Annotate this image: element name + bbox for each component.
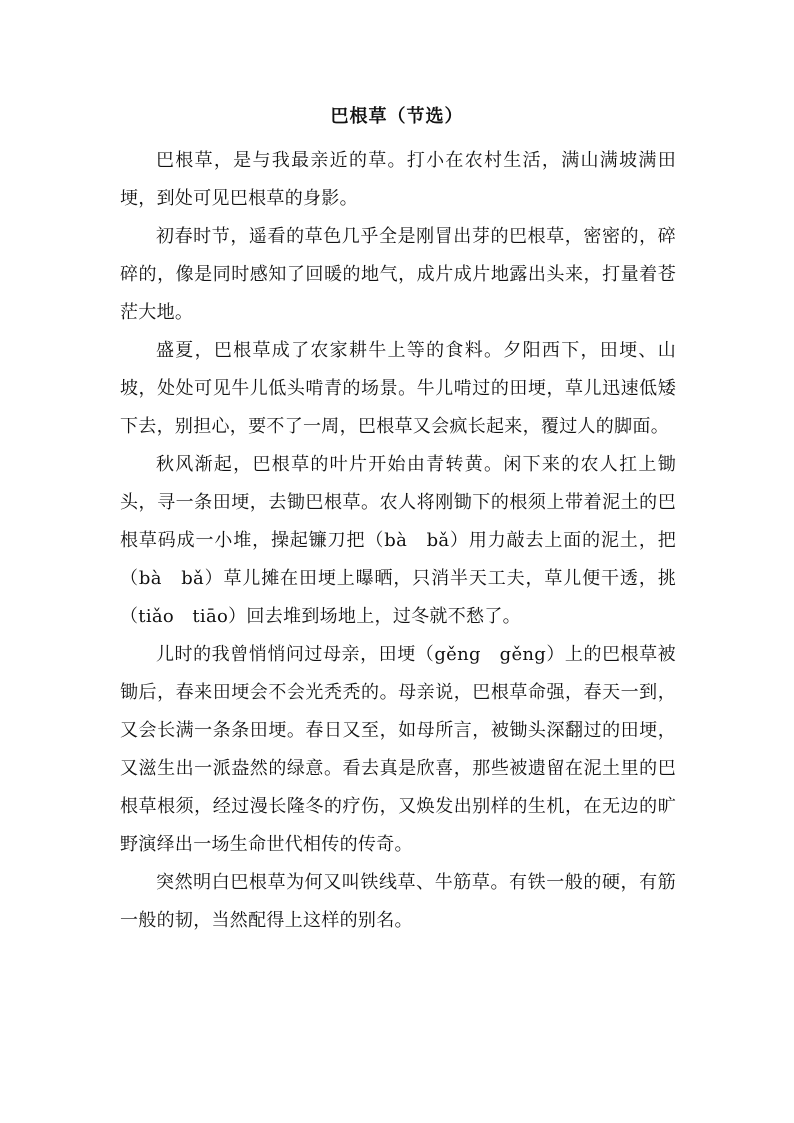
paragraph-4: 秋风渐起，巴根草的叶片开始由青转黄。闲下来的农人扛上锄头，寻一条田埂，去锄巴根草。农人将刚锄下的根须上带着泥土的巴根草码成一小堆，操起镰刀把（bà bǎ）用力敲去上面的泥土，把（bà bǎ）草儿摊在田埂上曝晒，只消半天工夫，草儿便干透，挑（tiǎo tiāo）回去堆到场地上，过冬就不愁了。 — [120, 454, 676, 627]
document-title: 巴根草（节选） — [330, 106, 464, 127]
paragraph-6: 突然明白巴根草为何又叫铁线草、牛筋草。有铁一般的硬，有筋一般的韧，当然配得上这样的别名。 — [120, 872, 676, 931]
paragraph-3: 盛夏，巴根草成了农家耕牛上等的食料。夕阳西下，田埂、山坡，处处可见牛儿低头啃青的场景。牛儿啃过的田埂，草儿迅速低矮下去，别担心，要不了一周，巴根草又会疯长起来，覆过人的脚面。 — [120, 340, 676, 437]
paragraph-2: 初春时节，遥看的草色几乎全是刚冒出芽的巴根草，密密的，碎碎的，像是同时感知了回暖的地气，成片成片地露出头来，打量着苍茫大地。 — [120, 226, 676, 323]
paragraph-1: 巴根草，是与我最亲近的草。打小在农村生活，满山满坡满田埂，到处可见巴根草的身影。 — [120, 150, 676, 209]
document-body — [120, 142, 676, 940]
paragraph-5: 儿时的我曾悄悄问过母亲，田埂（gěng gěng）上的巴根草被锄后，春来田埂会不会光秃秃的。母亲说，巴根草命强，春天一到，又会长满一条条田埂。春日又至，如母所言，被锄头深翻过的田埂，又滋生出一派盎然的绿意。看去真是欣喜，那些被遗留在泥土里的巴根草根须，经过漫长隆冬的疗伤，又焕发出别样的生机，在无边的旷野演绎出一场生命世代相传的传奇。 — [120, 644, 676, 855]
